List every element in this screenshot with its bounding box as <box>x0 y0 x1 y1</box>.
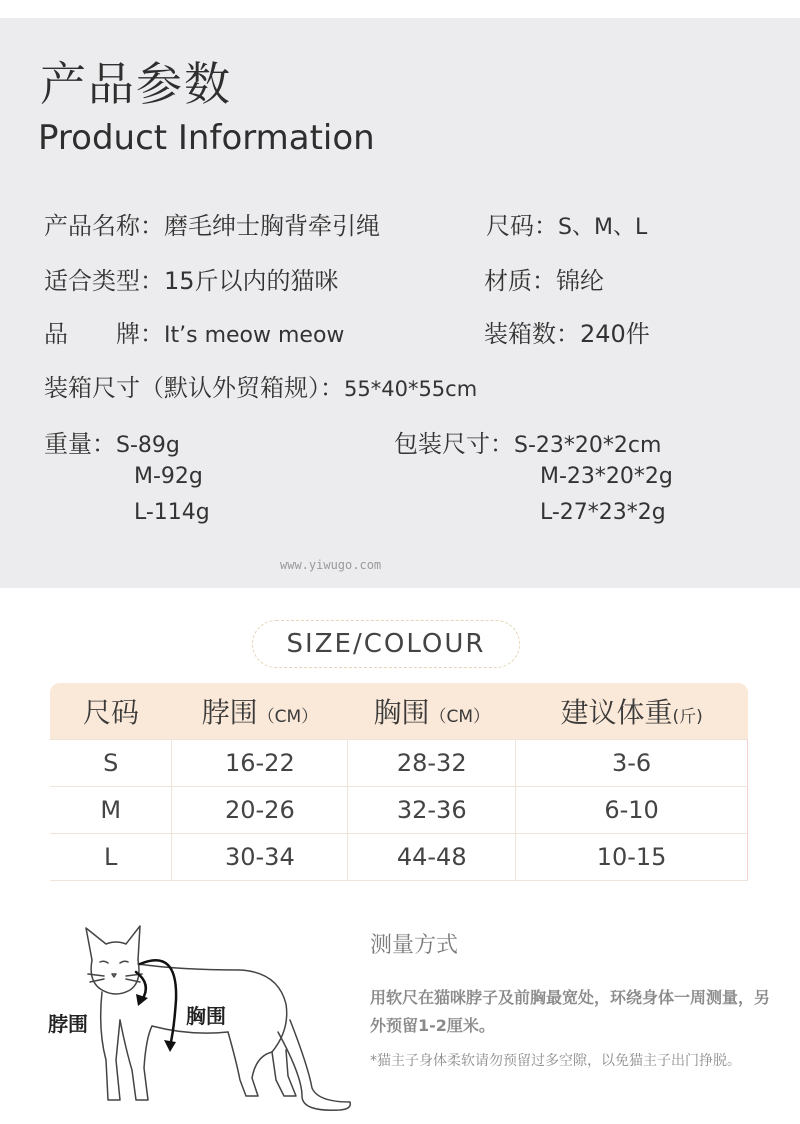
material-row <box>484 261 604 296</box>
weight-label: 重量： <box>44 430 116 458</box>
brand-value: It’s meow meow <box>164 323 345 348</box>
weight-s: S-89g <box>116 433 180 458</box>
header-neck: 脖围（CM） <box>172 683 348 739</box>
measure-title: 测量方式 <box>370 933 459 958</box>
size-table <box>50 683 748 881</box>
box-size-value: 55*40*55cm <box>344 377 478 401</box>
product-info-panel <box>0 18 800 588</box>
weight-row <box>44 424 180 459</box>
cell-size: S <box>50 739 172 786</box>
table-row <box>50 739 748 786</box>
cell-neck: 30-34 <box>172 833 348 880</box>
pack-size-label: 包装尺寸： <box>394 430 514 458</box>
product-name-row <box>44 206 380 241</box>
measure-note: *猫主子身体柔软请勿预留过多空隙，以免猫主子出门挣脱。 <box>370 1053 741 1069</box>
size-label: 尺码： <box>486 212 558 240</box>
type-value: 15斤以内的猫咪 <box>164 267 339 295</box>
header-size: 尺码 <box>50 683 172 739</box>
neck-label: 脖围 <box>48 1012 88 1036</box>
box-size-row <box>44 368 477 403</box>
header-chest: 胸围（CM） <box>348 683 516 739</box>
brand-row <box>44 314 344 349</box>
cat-measure-illustration <box>40 920 360 1120</box>
type-label: 适合类型： <box>44 267 164 295</box>
material-label: 材质： <box>484 267 556 295</box>
type-row <box>44 261 339 296</box>
weight-l: L-114g <box>134 500 210 525</box>
product-name-value: 磨毛绅士胸背牵引绳 <box>164 212 380 240</box>
weight-m: M-92g <box>134 464 203 489</box>
cell-neck: 20-26 <box>172 786 348 833</box>
size-colour-heading: SIZE/COLOUR <box>252 620 520 668</box>
measure-description: 用软尺在猫咪脖子及前胸最宽处，环绕身体一周测量，另外预留1-2厘米。 <box>370 988 771 1035</box>
pack-size-row <box>394 424 661 459</box>
cell-size: L <box>50 833 172 880</box>
material-value: 锦纶 <box>556 267 604 295</box>
quantity-label: 装箱数： <box>484 320 580 348</box>
quantity-value: 240件 <box>580 320 650 348</box>
cell-weight: 6-10 <box>516 786 748 833</box>
cell-neck: 16-22 <box>172 739 348 786</box>
header-weight: 建议体重(斤) <box>516 683 748 739</box>
pack-size-s: S-23*20*2cm <box>514 433 662 458</box>
cell-chest: 44-48 <box>348 833 516 880</box>
page-title: 产品参数 <box>40 57 232 111</box>
size-value: S、M、L <box>558 215 648 240</box>
quantity-row <box>484 314 650 349</box>
product-name-label: 产品名称： <box>44 212 164 240</box>
size-row <box>486 206 647 241</box>
table-row <box>50 833 748 880</box>
size-table-header <box>50 683 748 739</box>
cell-weight: 3-6 <box>516 739 748 786</box>
chest-label: 胸围 <box>186 1004 226 1028</box>
page-subtitle: Product Information <box>38 118 375 158</box>
cell-weight: 10-15 <box>516 833 748 880</box>
cell-chest: 32-36 <box>348 786 516 833</box>
watermark: www.yiwugo.com <box>280 558 382 572</box>
cell-chest: 28-32 <box>348 739 516 786</box>
pack-size-m: M-23*20*2g <box>540 464 673 489</box>
pack-size-l: L-27*23*2g <box>540 500 666 525</box>
table-row <box>50 786 748 833</box>
cell-size: M <box>50 786 172 833</box>
box-size-label: 装箱尺寸（默认外贸箱规）： <box>44 374 344 402</box>
brand-label: 品 牌： <box>44 320 164 348</box>
